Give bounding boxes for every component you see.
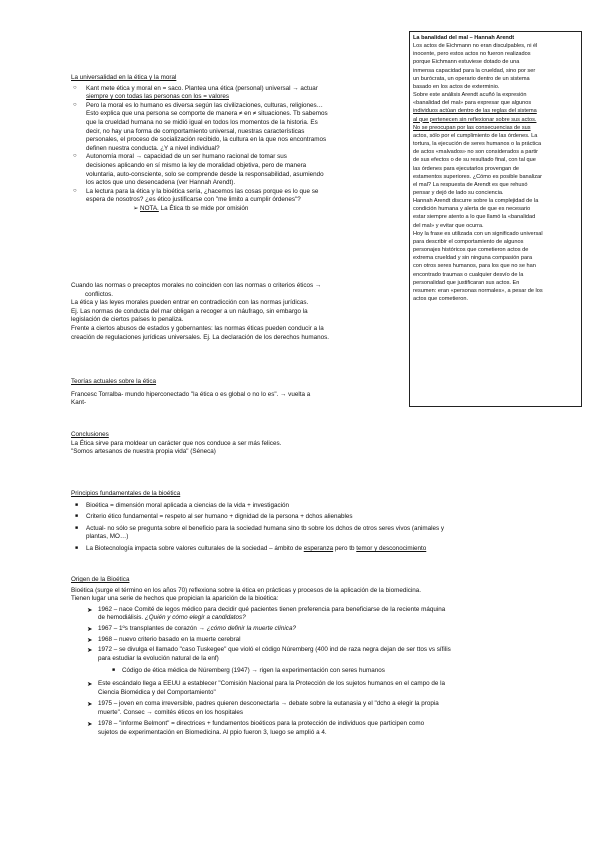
sidebar-line: personalidad que justificaran sus actos. En <box>413 279 520 286</box>
paragraph-line: creación de regulaciones jurídicas universales. Ej. La declaración de los derechos humanos. <box>71 333 329 341</box>
list-item-text <box>86 545 571 554</box>
nota-line <box>71 205 401 214</box>
section-heading: La universalidad en la ética y la moral <box>71 74 177 81</box>
arrow-bullet-icon: ➤ <box>87 701 93 709</box>
sidebar-line: Los actos de Eichmann no eran disculpables, ni él <box>413 43 538 50</box>
text-span: La Biotecnología impacta sobre valores culturales de la sociedad – ámbito de <box>86 544 302 552</box>
list-item <box>71 502 571 511</box>
arrow-bullet-icon: ➤ <box>87 721 93 729</box>
circle-bullet-icon: ○ <box>73 153 77 160</box>
text-span: esperanza <box>303 544 334 552</box>
sidebar-box-arendt <box>409 31 582 407</box>
paragraph-line: Tienen lugar una serie de hechos que propician la aparición de la bioética: <box>71 595 279 603</box>
text-span: temor y desconocimiento <box>356 544 427 552</box>
list-item <box>71 188 401 205</box>
list-item-text: Ciencia Biomédica y del Comportamiento" <box>98 688 216 696</box>
section-heading: Principios fundamentales de la bioética <box>71 490 181 497</box>
sidebar-line: estamentos superiores. ¿Cómo es posible banalizar <box>413 173 543 180</box>
list-item-text: decir, no hay una forma de comportamiento universal, nuestras características <box>86 127 305 135</box>
list-item-text: 1972 – se divulga el llamado "caso Tuskegee" que violó el código Núremberg (400 ind de raza negra dejan de ser ttos vs sífilis <box>98 646 451 654</box>
section-teorias <box>71 378 401 408</box>
circle-bullet-icon: ○ <box>73 187 77 194</box>
paragraph-line: La Ética sirve para moldear un carácter que nos conduce a ser más felices. <box>71 439 282 447</box>
list-item-text: espera de nosotros? ¿es ético justificarse con "me limito a cumplir órdenes"? <box>86 196 301 204</box>
sidebar-line: inocente, pero estos actos no fueron realizados <box>413 51 531 58</box>
paragraph-line: legislación de ciertos países lo penaliza. <box>71 316 184 324</box>
arrow-bullet-icon: ➤ <box>87 606 93 614</box>
section-universalidad <box>71 74 401 214</box>
nota-label: NOTA. <box>140 204 159 212</box>
sidebar-line: las órdenes para ejecutarlos provengan de <box>413 165 520 172</box>
sidebar-line: actos que cometieron. <box>413 296 469 302</box>
sidebar-title: La banalidad del mal – Hannah Arendt <box>413 35 515 41</box>
square-bullet-icon: ■ <box>75 501 79 508</box>
list-item <box>71 700 571 717</box>
sidebar-line: resumen: eran «personas normales», a pesar de los <box>413 287 543 294</box>
square-bullet-icon: ■ <box>75 513 79 520</box>
list-item <box>71 680 571 697</box>
list-item-text: 1962 – nace Comité de legos médico para decidir qué pacientes tienen preferencia para beneficiarse de la reciente máquina <box>98 605 446 613</box>
sidebar-line: un burócrata, un operario dentro de un sistema <box>413 75 530 82</box>
list-item-text: que la crueldad humana no se midió igual en todos los momentos de la historia. Es <box>86 118 318 126</box>
list-item-text: La lectura para la ética y la bioética sería, ¿hacemos las cosas porque es lo que se <box>86 187 319 195</box>
paragraph-line: Frente a ciertos abusos de estados y gobernantes: las normas éticas pueden conducir a la <box>71 324 324 332</box>
paragraph-line: Bioética (surge el término en los años 70) reflexiona sobre la ética en prácticas y procesos de la aplicación de la biomedicina. <box>71 586 422 594</box>
list-item <box>71 667 571 676</box>
paragraph-line: Francesc Torralba- mundo hiperconectado "la ética o es global o no lo es". → vuelta a <box>71 390 311 398</box>
list-item <box>71 720 571 737</box>
sidebar-line: Hoy la frase es utilizada con un significado universal <box>413 230 543 237</box>
arrow-bullet-icon: ➤ <box>87 636 93 644</box>
list-item-text: 1968 – nuevo criterio basado en la muerte cerebral <box>98 635 241 643</box>
list-item-text: Este escándalo llega a EEUU a establecer "Comisión Nacional para la Protección de los sujetos humanos en el campo de la <box>98 679 446 687</box>
text-span: ¿Quién y cómo elegir a candidatos? <box>144 614 246 622</box>
arrow-bullet-icon: ➤ <box>87 647 93 655</box>
text-span: pero tb <box>334 544 355 552</box>
sidebar-line: estar siempre atento a lo que llamó la «banalidad <box>413 214 536 221</box>
list-item-text: siempre y con todas las personas con los = valores <box>86 93 229 101</box>
sidebar-line: de actos «malvados» no son considerados a partir <box>413 149 539 156</box>
square-bullet-icon: ■ <box>112 667 116 674</box>
list-item-text: muerte". Consec → comités éticos en los hospitales <box>98 708 244 716</box>
list-item-text: Autonomía moral → capacidad de un ser humano racional de tomar sus <box>86 153 287 161</box>
square-bullet-icon: ■ <box>75 524 79 531</box>
section-heading: Conclusiones <box>71 431 109 438</box>
arrow-bullet-icon: ➤ <box>87 625 93 633</box>
list-item-text: para estudiar la evolución natural de la enf) <box>98 654 219 662</box>
list-item <box>71 102 401 154</box>
list-item-text: personales, el proceso de socialización recibido, la cultura en la que nos encontramos <box>86 136 327 144</box>
sidebar-line: pensar y dejó de lado su conciencia. <box>413 189 504 196</box>
paragraph-line: Ej. Las normas de conducta del mar obligan a recoger a un náufrago, sin embargo la <box>71 307 308 315</box>
list-item-text: sujetos de experimentación en Biomedicina. Al ppio fueron 3, luego se amplió a 4. <box>98 728 327 736</box>
list-item-text: Bioética = dimensión moral aplicada a ciencias de la vida + investigación <box>86 501 290 509</box>
sidebar-line: Sobre este análisis Arendt acuñó la expresión <box>413 92 527 99</box>
text-span: 1967 – 1ºs transplantes de corazón → <box>98 624 205 632</box>
sidebar-line: Hannah Arendt discurre sobre la complejidad de la <box>413 198 539 205</box>
section-conclusiones <box>71 431 401 457</box>
sidebar-line: No se preocupan por las consecuencias de sus <box>413 124 531 131</box>
arrow-bullet-icon: ➤ <box>87 680 93 688</box>
list-item <box>71 636 571 645</box>
paragraph-line: La ética y las leyes morales pueden entrar en contradicción con las normas jurídicas. <box>71 299 309 307</box>
list-item <box>71 513 571 522</box>
list-item-text: voluntaria, auto-consciente, solo se comprende desde la responsabilidad, asumiendo <box>86 170 324 178</box>
list-item <box>71 85 401 102</box>
nota-text: La Ética tb se mide por omisión <box>160 204 249 212</box>
list-item-text <box>98 614 571 623</box>
list-item-text: plantas, MO…) <box>86 533 129 541</box>
list-item <box>71 545 571 554</box>
sidebar-line: basado en los actos de exterminio. <box>413 83 500 90</box>
sidebar-line: condición humana y alerta de que es necesario <box>413 206 531 213</box>
list-item <box>71 646 571 663</box>
paragraph-line: Cuando las normas o preceptos morales no coinciden con las normas o criterios éticos → <box>71 282 322 289</box>
sidebar-line: extrema crueldad y sin ninguna compasión para <box>413 255 533 262</box>
list-item-text: Esto explica que una persona se comporte de manera ≠ en ≠ situaciones. Tb sabemos <box>86 110 328 118</box>
square-bullet-icon: ■ <box>75 544 79 551</box>
list-item-text: Kant mete ética y moral en = saco. Plantea una ética (personal) universal → actuar <box>86 84 318 92</box>
list-item-text: 1975 – joven en coma irreversible, padres quieren desconectarla → debate sobre la eutanasia y el "dcho a elegir la propia <box>98 700 439 708</box>
sidebar-line: al que pertenecen sin reflexionar sobre sus actos. <box>413 116 537 123</box>
list-item-text: 1978 – "informe Belmont" = directrices + fundamentos bioéticos para la protección de individuos que participen como <box>98 720 425 728</box>
circle-bullet-icon: ○ <box>73 101 77 108</box>
section-heading: Origen de la Bioética <box>71 576 130 583</box>
paragraph-line: conflictos. <box>85 290 113 298</box>
sidebar-line: para describir el comportamiento de algunos <box>413 238 524 245</box>
list-item <box>71 525 571 542</box>
arrow-icon: ➢ <box>133 204 139 212</box>
text-span: ¿cómo definir la muerte clínica? <box>206 624 296 632</box>
circle-bullet-icon: ○ <box>73 84 77 91</box>
paragraph-line: Kant- <box>71 399 87 407</box>
sidebar-line: actos, sólo por el cumplimiento de las órdenes. La <box>413 132 538 139</box>
list-item <box>71 153 401 187</box>
list-item-text: decisiones aplicando en sí mismo la ley de moralidad objetiva, pero de manera <box>86 161 307 169</box>
list-item-text: Pero la moral es lo humano es diversa según las civilizaciones, culturas, religiones… <box>86 101 323 109</box>
list-item-text <box>98 625 571 634</box>
sidebar-line: con otros seres humanos, para los que no se han <box>413 263 536 270</box>
sidebar-line: «banalidad del mal» para expresar que algunos <box>413 100 532 107</box>
sidebar-line: el mal? La respuesta de Arendt es que rehusó <box>413 181 528 188</box>
paragraph-line: "Somos artesanos de nuestra propia vida" (Séneca) <box>71 448 216 456</box>
section-principios <box>71 490 571 554</box>
sidebar-line: encontrado traumas o cualquier desvío de la <box>413 271 524 278</box>
sidebar-line: de sus efectos o de su resultado final, con tal que <box>413 157 536 164</box>
sidebar-line: tortura, la ejecución de seres humanos o la práctica <box>413 141 542 148</box>
text-span: de hemodiálisis. <box>98 614 144 622</box>
list-item-text: Código de ética médica de Núremberg (1947) → rigen la experimentación con seres humanos <box>122 667 385 675</box>
list-item <box>71 606 571 623</box>
list-item <box>71 625 571 634</box>
list-item-text: definen nuestra conducta. ¿Y a nivel individual? <box>86 144 220 152</box>
sidebar-line: personajes históricos que cometieron actos de <box>413 247 529 254</box>
sidebar-line: porque Eichmann estuviese dotado de una <box>413 59 520 66</box>
section-conflictos <box>71 282 401 342</box>
sidebar-line: individuos actúan dentro de las reglas del sistema <box>413 108 537 115</box>
list-item-text: Criterio ético fundamental = respeto al ser humano + dignidad de la persona + dchos alienables <box>86 513 353 521</box>
section-origen <box>71 576 571 738</box>
list-item-text: los actos que uno desencadena (ver Hannah Arendt). <box>86 179 236 187</box>
section-heading: Teorías actuales sobre la ética <box>71 378 157 385</box>
sidebar-line: inmensa capacidad para la crueldad, sino por ser <box>413 67 536 74</box>
list-item-text: Actual- no sólo se pregunta sobre el beneficio para la sociedad humana sino tb sobre los dchos de otros seres vivos (animales y <box>86 524 445 532</box>
sidebar-line: del mal» y evitar que ocurra. <box>413 222 484 229</box>
